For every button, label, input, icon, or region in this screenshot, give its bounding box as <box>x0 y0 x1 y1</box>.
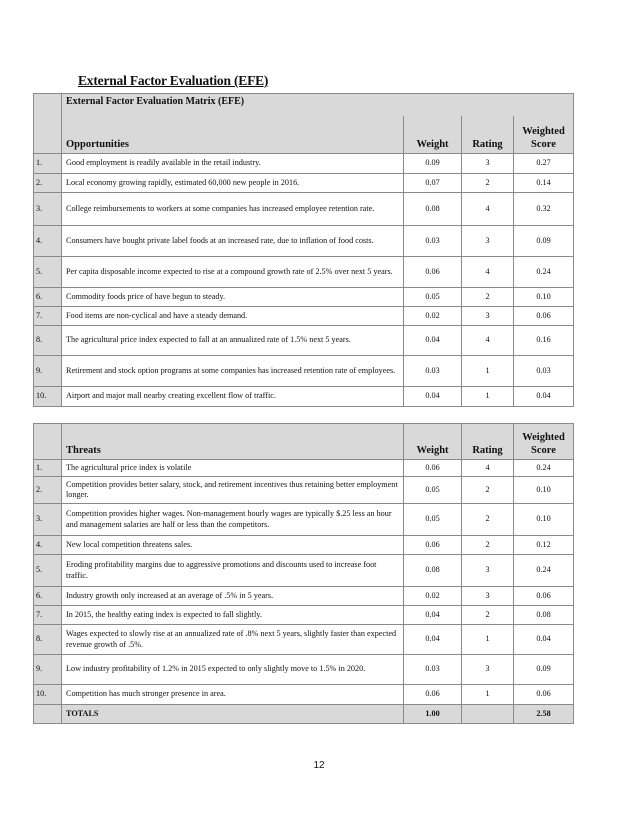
factor-text: Good employment is readily available in the retail industry. <box>62 154 404 174</box>
weight-value: 0.06 <box>404 257 462 288</box>
factor-text: Retirement and stock option programs at some companies has increased retention rate of employees. <box>62 356 404 387</box>
rating-value: 3 <box>462 154 514 174</box>
weighted-score-header: Weighted Score <box>514 116 574 154</box>
totals-label: TOTALS <box>62 705 404 724</box>
weight-value: 0.05 <box>404 288 462 307</box>
opportunities-table <box>33 93 574 407</box>
table-row <box>34 174 574 193</box>
rating-value: 2 <box>462 606 514 625</box>
row-number: 5. <box>34 555 62 587</box>
threats-label: Threats <box>62 424 404 460</box>
score-value: 0.14 <box>514 174 574 193</box>
weight-value: 0.08 <box>404 555 462 587</box>
weight-value: 0.04 <box>404 326 462 356</box>
weight-header: Weight <box>404 116 462 154</box>
factor-text: Competition provides higher wages. Non-management hourly wages are typically $.25 less an hour and management salaries are half or less than the competitors. <box>62 504 404 536</box>
weight-value: 0.07 <box>404 174 462 193</box>
row-number: 2. <box>34 477 62 504</box>
table-row <box>34 460 574 477</box>
factor-text: The agricultural price index expected to fall at an annualized rate of 1.5% next 5 years. <box>62 326 404 356</box>
row-number: 4. <box>34 536 62 555</box>
factor-text: Local economy growing rapidly, estimated 60,000 new people in 2016. <box>62 174 404 193</box>
table-row <box>34 193 574 226</box>
factor-text: New local competition threatens sales. <box>62 536 404 555</box>
score-value: 0.16 <box>514 326 574 356</box>
score-value: 0.24 <box>514 257 574 288</box>
rating-value: 3 <box>462 555 514 587</box>
factor-text: Competition provides better salary, stock, and retirement incentives thus retaining better employment longer. <box>62 477 404 504</box>
score-value: 0.06 <box>514 685 574 705</box>
threats-header-row <box>34 424 574 460</box>
rating-value: 2 <box>462 504 514 536</box>
rating-value: 2 <box>462 174 514 193</box>
score-value: 0.10 <box>514 288 574 307</box>
factor-text: Per capita disposable income expected to rise at a compound growth rate of 2.5% over next 5 years. <box>62 257 404 288</box>
row-number: 3. <box>34 504 62 536</box>
score-value: 0.04 <box>514 387 574 407</box>
rating-value: 3 <box>462 655 514 685</box>
row-number: 2. <box>34 174 62 193</box>
row-number: 9. <box>34 356 62 387</box>
weight-value: 0.08 <box>404 193 462 226</box>
table-row <box>34 606 574 625</box>
opportunities-header-row <box>34 116 574 154</box>
page-title: External Factor Evaluation (EFE) <box>78 73 269 88</box>
table-row <box>34 536 574 555</box>
weight-value: 0.03 <box>404 655 462 685</box>
rating-value: 2 <box>462 536 514 555</box>
weight-value: 0.03 <box>404 226 462 257</box>
score-value: 0.08 <box>514 606 574 625</box>
totals-row <box>34 705 574 724</box>
weight-value: 0.02 <box>404 587 462 606</box>
table-row <box>34 387 574 407</box>
score-value: 0.12 <box>514 536 574 555</box>
rating-value: 1 <box>462 387 514 407</box>
threats-table <box>33 423 574 724</box>
rating-value: 4 <box>462 460 514 477</box>
rating-header: Rating <box>462 424 514 460</box>
factor-text: Consumers have bought private label foods at an increased rate, due to inflation of food costs. <box>62 226 404 257</box>
matrix-title: External Factor Evaluation Matrix (EFE) <box>62 94 574 116</box>
rating-header: Rating <box>462 116 514 154</box>
score-value: 0.10 <box>514 477 574 504</box>
rating-value: 4 <box>462 326 514 356</box>
factor-text: Wages expected to slowly rise at an annualized rate of .8% next 5 years, slightly faster than expected revenue growth of .5%. <box>62 625 404 655</box>
factor-text: Airport and major mall nearby creating excellent flow of traffic. <box>62 387 404 407</box>
opportunities-label: Opportunities <box>62 116 404 154</box>
score-value: 0.10 <box>514 504 574 536</box>
table-row <box>34 655 574 685</box>
table-row <box>34 226 574 257</box>
rating-value: 3 <box>462 587 514 606</box>
page-number: 12 <box>313 760 325 771</box>
factor-text: The agricultural price index is volatile <box>62 460 404 477</box>
weighted-score-header: Weighted Score <box>514 424 574 460</box>
factor-text: Eroding profitability margins due to aggressive promotions and discounts used to increase foot traffic. <box>62 555 404 587</box>
table-row <box>34 307 574 326</box>
table-row <box>34 625 574 655</box>
totals-score: 2.58 <box>514 705 574 724</box>
row-number: 9. <box>34 655 62 685</box>
table-row <box>34 257 574 288</box>
factor-text: Industry growth only increased at an average of .5% in 5 years. <box>62 587 404 606</box>
score-value: 0.03 <box>514 356 574 387</box>
table-row <box>34 587 574 606</box>
rating-value: 4 <box>462 257 514 288</box>
score-value: 0.24 <box>514 555 574 587</box>
score-value: 0.24 <box>514 460 574 477</box>
rating-value: 1 <box>462 685 514 705</box>
row-number: 7. <box>34 606 62 625</box>
table-row <box>34 288 574 307</box>
row-number: 4. <box>34 226 62 257</box>
weight-value: 0.06 <box>404 685 462 705</box>
weight-header: Weight <box>404 424 462 460</box>
table-row <box>34 154 574 174</box>
row-number: 3. <box>34 193 62 226</box>
weight-value: 0.04 <box>404 625 462 655</box>
factor-text: Food items are non-cyclical and have a steady demand. <box>62 307 404 326</box>
weight-value: 0.06 <box>404 536 462 555</box>
rating-value: 2 <box>462 477 514 504</box>
row-number: 5. <box>34 257 62 288</box>
row-number: 7. <box>34 307 62 326</box>
score-value: 0.09 <box>514 655 574 685</box>
row-number: 10. <box>34 387 62 407</box>
weight-value: 0.05 <box>404 477 462 504</box>
score-value: 0.04 <box>514 625 574 655</box>
score-value: 0.32 <box>514 193 574 226</box>
score-value: 0.09 <box>514 226 574 257</box>
factor-text: Commodity foods price of have begun to steady. <box>62 288 404 307</box>
table-row <box>34 504 574 536</box>
factor-text: College reimbursements to workers at some companies has increased employee retention rate. <box>62 193 404 226</box>
rating-value: 1 <box>462 625 514 655</box>
weight-value: 0.03 <box>404 356 462 387</box>
factor-text: Competition has much stronger presence in area. <box>62 685 404 705</box>
row-number: 6. <box>34 288 62 307</box>
table-row <box>34 356 574 387</box>
score-value: 0.06 <box>514 587 574 606</box>
row-number: 8. <box>34 326 62 356</box>
rating-value: 3 <box>462 226 514 257</box>
weight-value: 0.09 <box>404 154 462 174</box>
table-row <box>34 555 574 587</box>
factor-text: Low industry profitability of 1.2% in 2015 expected to only slightly move to 1.5% in 2020. <box>62 655 404 685</box>
rating-value: 2 <box>462 288 514 307</box>
row-number: 1. <box>34 154 62 174</box>
rating-value: 1 <box>462 356 514 387</box>
rating-value: 3 <box>462 307 514 326</box>
score-value: 0.06 <box>514 307 574 326</box>
row-number: 10. <box>34 685 62 705</box>
weight-value: 0.04 <box>404 387 462 407</box>
matrix-title-row <box>34 94 574 116</box>
weight-value: 0.04 <box>404 606 462 625</box>
weight-value: 0.02 <box>404 307 462 326</box>
row-number: 1. <box>34 460 62 477</box>
weight-value: 0.06 <box>404 460 462 477</box>
table-row <box>34 685 574 705</box>
totals-weight: 1.00 <box>404 705 462 724</box>
factor-text: In 2015, the healthy eating index is expected to fall slightly. <box>62 606 404 625</box>
rating-value: 4 <box>462 193 514 226</box>
weight-value: 0.05 <box>404 504 462 536</box>
table-row <box>34 477 574 504</box>
row-number: 6. <box>34 587 62 606</box>
row-number: 8. <box>34 625 62 655</box>
table-row <box>34 326 574 356</box>
score-value: 0.27 <box>514 154 574 174</box>
